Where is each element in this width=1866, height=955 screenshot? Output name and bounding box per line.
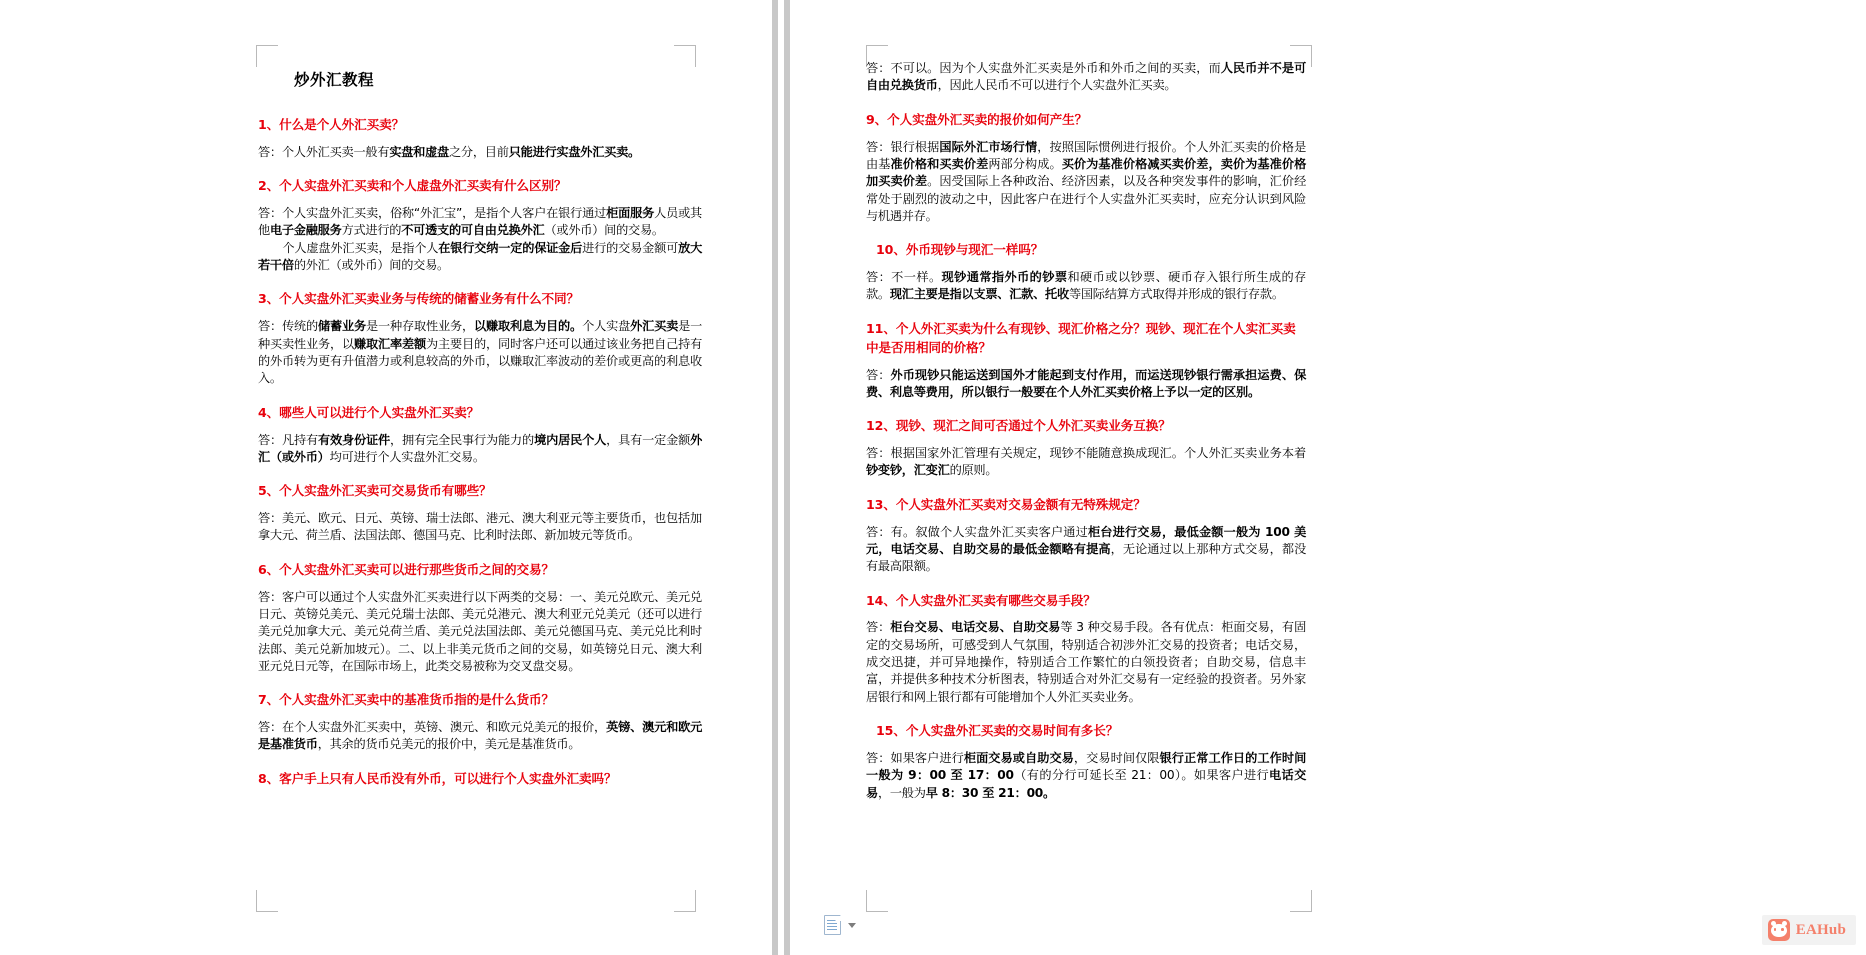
page-edge-shadow-left xyxy=(772,0,778,955)
page-2-content xyxy=(866,60,1306,802)
page-2-text-column xyxy=(866,60,1306,817)
question-heading: 8、客户手上只有人民币没有外币，可以进行个人实盘外汇卖吗？ xyxy=(258,770,617,786)
question-heading: 10、外币现钞与现汇一样吗？ xyxy=(876,242,1044,258)
right-gutter xyxy=(1700,0,1866,955)
answer-paragraph: 答：客户可以通过个人实盘外汇买卖进行以下两类的交易：一、美元兑欧元、美元兑日元、英镑兑美元、美元兑瑞士法郎、美元兑港元、澳大利亚元兑美元（还可以进行美元兑加拿大元、美元兑荷兰盾、美元兑法国法郎、美元兑德国马克、美元兑比利时法郎、美元兑新加坡元）。二、以上非美元货币之间的交易，如英镑兑日元、澳大利亚元兑日元等，在国际市场上，此类交易被称为交叉盘交易。 xyxy=(258,589,702,673)
question-heading: 4、哪些人可以进行个人实盘外汇买卖？ xyxy=(258,404,480,420)
answer-paragraph: 答：美元、欧元、日元、英镑、瑞士法郎、港元、澳大利亚元等主要货币，也包括加拿大元、荷兰盾、法国法郎、德国马克、比利时法郎、新加坡元等货币。 xyxy=(258,511,702,543)
answer-paragraph: 答：有。叙做个人实盘外汇买卖客户通过柜台进行交易，最低金额一般为 100 美元，电话交易、自助交易的最低金额略有提高，无论通过以上那种方式交易，都没有最高限额。 xyxy=(866,524,1307,574)
question-heading: 13、个人实盘外汇买卖对交易金额有无特殊规定？ xyxy=(866,496,1146,512)
answer-paragraph: 答：根据国家外汇管理有关规定，现钞不能随意换成现汇。个人外汇买卖业务本着钞变钞，汇变汇的原则。 xyxy=(866,446,1306,478)
left-gutter xyxy=(0,0,178,955)
question-heading: 3、个人实盘外汇买卖业务与传统的储蓄业务有什么不同？ xyxy=(258,291,580,307)
document-page-icon[interactable] xyxy=(824,915,841,935)
question-heading: 12、现钞、现汇之间可否通过个人外汇买卖业务互换？ xyxy=(866,418,1171,434)
answer-paragraph: 答：柜台交易、电话交易、自助交易等 3 种交易手段。各有优点：柜面交易，有固定的交易场所，可感受到人气氛围，特别适合初涉外汇交易的投资者；电话交易，成交迅捷，并可异地操作，特别适合工作繁忙的白领投资者；自助交易，信息丰富，并提供多种技术分析图表，特别适合对外汇交易有一定经验的投资者。另外家居银行和网上银行都有可能增加个人外汇买卖业务。 xyxy=(866,620,1307,704)
answer-paragraph: 答：外币现钞只能运送到国外才能起到支付作用，而运送现钞银行需承担运费、保费、利息等费用，所以银行一般要在个人外汇买卖价格上予以一定的区别。 xyxy=(866,367,1307,399)
question-heading: 15、个人实盘外汇买卖的交易时间有多长？ xyxy=(876,723,1119,739)
crop-mark-bottom-left xyxy=(256,890,278,912)
answer-paragraph: 答：传统的储蓄业务是一种存取性业务，以赚取利息为目的。个人实盘外汇买卖是一种买卖性业务，以赚取汇率差额为主要目的，同时客户还可以通过该业务把自己持有的外币转为更有升值潜力或利息较高的外币，以赚取汇率波动的差价或更高的利息收入。 xyxy=(258,319,703,386)
question-heading: 9、个人实盘外汇买卖的报价如何产生？ xyxy=(866,111,1088,127)
watermark-label: EAHub xyxy=(1795,921,1846,938)
caret-down-icon[interactable] xyxy=(848,923,856,928)
answer-paragraph: 答：个人实盘外汇买卖，俗称“外汇宝”，是指个人客户在银行通过柜面服务人员或其他电子金融服务方式进行的不可透支的可自由兑换外汇（或外币）间的交易。 个人虚盘外汇买卖，是指个人在银行交纳一定的保证金后进行的交易金额可放大若干倍的外汇（或外币）间的交易。 xyxy=(258,206,703,273)
answer-paragraph: 答：银行根据国际外汇市场行情，按照国际惯例进行报价。个人外汇买卖的价格是由基准价格和买卖价差两部分构成。买价为基准价格减买卖价差，卖价为基准价格加买卖价差。因受国际上各种政治、经济因素，以及各种突发事件的影响，汇价经常处于剧烈的波动之中，因此客户在进行个人实盘外汇买卖时，应充分认识到风险与机遇并存。 xyxy=(866,139,1307,223)
crop-mark-bottom-right xyxy=(1290,890,1312,912)
question-heading: 5、个人实盘外汇买卖可交易货币有哪些？ xyxy=(258,483,492,499)
answer-paragraph: 答：如果客户进行柜面交易或自助交易，交易时间仅限银行正常工作日的工作时间一般为 9：00 至 17：00（有的分行可延长至 21：00）。如果客户进行电话交易，一般为早 8：30 至 21：00。 xyxy=(866,751,1307,800)
question-heading: 2、个人实盘外汇买卖和个人虚盘外汇买卖有什么区别？ xyxy=(258,178,567,194)
page-title: 炒外汇教程 xyxy=(294,71,375,89)
question-heading: 6、个人实盘外汇买卖可以进行那些货币之间的交易？ xyxy=(258,561,555,577)
answer-paragraph: 答：不一样。现钞通常指外币的钞票和硬币或以钞票、硬币存入银行所生成的存款。现汇主要是指以支票、汇款、托收等国际结算方式取得并形成的银行存款。 xyxy=(866,270,1307,302)
question-heading: 7、个人实盘外汇买卖中的基准货币指的是什么货币？ xyxy=(258,692,555,708)
pig-face-icon xyxy=(1768,919,1790,941)
question-heading: 1、什么是个人外汇买卖？ xyxy=(258,117,405,132)
page-1-text-column xyxy=(258,60,702,798)
crop-mark-bottom-left xyxy=(866,890,888,912)
answer-paragraph: 答：凡持有有效身份证件，拥有完全民事行为能力的境内居民个人，具有一定金额外汇（或外币）均可进行个人实盘外汇交易。 xyxy=(258,432,703,464)
answer-paragraph: 答：在个人实盘外汇买卖中，英镑、澳元、和欧元兑美元的报价，英镑、澳元和欧元是基准货币，其余的货币兑美元的报价中，美元是基准货币。 xyxy=(258,720,703,752)
answer-paragraph: 答：个人外汇买卖一般有实盘和虚盘之分，目前只能进行实盘外汇买卖。 xyxy=(258,144,640,159)
page-1-content xyxy=(258,116,702,789)
crop-mark-bottom-right xyxy=(674,890,696,912)
page-status-widget[interactable] xyxy=(824,915,856,935)
question-heading: 11、个人外汇买卖为什么有现钞、现汇价格之分？现钞、现汇在个人实汇买卖中是否用相同的价格？ xyxy=(866,320,1296,355)
answer-paragraph: 答：不可以。因为个人实盘外汇买卖是外币和外币之间的买卖，而人民币并不是可自由兑换货币，因此人民币不可以进行个人实盘外汇买卖。 xyxy=(866,61,1307,93)
question-heading: 14、个人实盘外汇买卖有哪些交易手段？ xyxy=(866,592,1096,608)
watermark xyxy=(1762,915,1856,945)
